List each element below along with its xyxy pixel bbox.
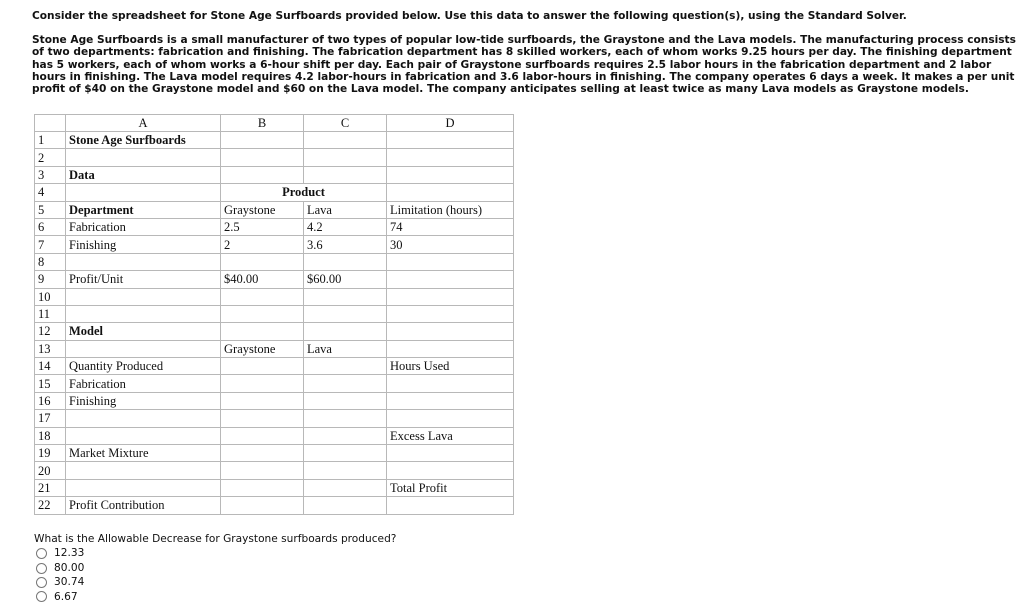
answer-option-label: 30.74	[54, 576, 85, 589]
sheet-cell: Limitation (hours)	[387, 201, 514, 218]
row-number: 3	[35, 166, 66, 183]
sheet-cell	[304, 323, 387, 340]
sheet-cell	[304, 253, 387, 270]
sheet-cell	[304, 427, 387, 444]
sheet-row	[35, 201, 514, 218]
corner-cell	[35, 115, 66, 132]
sheet-cell	[304, 288, 387, 305]
sheet-cell: 3.6	[304, 236, 387, 253]
row-number: 20	[35, 462, 66, 479]
sheet-row	[35, 218, 514, 235]
sheet-cell	[387, 410, 514, 427]
radio-button-icon[interactable]	[36, 563, 47, 574]
sheet-cell	[304, 445, 387, 462]
sheet-cell: 2	[221, 236, 304, 253]
sheet-row	[35, 288, 514, 305]
sheet-cell: Lava	[304, 201, 387, 218]
sheet-cell	[387, 166, 514, 183]
problem-statement	[32, 10, 1017, 95]
row-number: 9	[35, 271, 66, 288]
sheet-cell: Excess Lava	[387, 427, 514, 444]
sheet-cell	[387, 253, 514, 270]
sheet-cell	[66, 288, 221, 305]
radio-button-icon[interactable]	[36, 577, 47, 588]
row-number: 6	[35, 218, 66, 235]
sheet-cell	[66, 253, 221, 270]
spreadsheet	[34, 114, 514, 515]
sheet-cell	[66, 340, 221, 357]
sheet-cell	[387, 497, 514, 514]
sheet-cell	[387, 375, 514, 392]
sheet-cell: 30	[387, 236, 514, 253]
scenario-text: Stone Age Surfboards is a small manufacturer of two types of popular low-tide surfboards, the Graystone and the Lava models. The manufacturing process consists of two departments: fabrication and finishing. The fabrication department has 8 skilled workers, each of whom works 9.25 hours per day. The finishing department has 5 workers, each of whom works a 6-hour shift per day. Each pair of Graystone surfboards requires 2.5 labor hours in the fabrication department and 2 labor hours in finishing. The Lava model requires 4.2 labor-hours in fabrication and 3.6 labor-hours in finishing. The company operates 6 days a week. It makes a per unit profit of $40 on the Graystone model and $60 on the Lava model. The company anticipates selling at least twice as many Lava models as Graystone models.	[32, 34, 1016, 96]
sheet-row	[35, 375, 514, 392]
sheet-cell	[304, 375, 387, 392]
sheet-row	[35, 253, 514, 270]
product-header-cell: Product	[221, 184, 387, 201]
row-number: 2	[35, 149, 66, 166]
sheet-cell: Lava	[304, 340, 387, 357]
sheet-cell	[66, 149, 221, 166]
sheet-row	[35, 149, 514, 166]
sheet-cell	[66, 462, 221, 479]
sheet-row	[35, 166, 514, 183]
row-number: 7	[35, 236, 66, 253]
question-block	[34, 532, 396, 604]
row-number: 19	[35, 445, 66, 462]
sheet-row	[35, 462, 514, 479]
sheet-row	[35, 340, 514, 357]
sheet-cell	[221, 497, 304, 514]
sheet-cell: Profit Contribution	[66, 497, 221, 514]
sheet-cell	[221, 149, 304, 166]
sheet-row	[35, 410, 514, 427]
answer-option-label: 12.33	[54, 547, 85, 560]
sheet-cell	[304, 479, 387, 496]
sheet-cell	[304, 166, 387, 183]
row-number: 12	[35, 323, 66, 340]
row-number: 21	[35, 479, 66, 496]
sheet-cell: Data	[66, 166, 221, 183]
column-header: A	[66, 115, 221, 132]
sheet-row	[35, 427, 514, 444]
sheet-cell	[221, 323, 304, 340]
sheet-cell	[387, 271, 514, 288]
sheet-cell	[387, 288, 514, 305]
answer-option-label: 6.67	[54, 590, 78, 603]
sheet-row	[35, 392, 514, 409]
sheet-cell	[387, 392, 514, 409]
answer-option-label: 80.00	[54, 561, 85, 574]
sheet-cell: Fabrication	[66, 375, 221, 392]
sheet-cell	[221, 358, 304, 375]
sheet-cell	[66, 427, 221, 444]
sheet-cell	[221, 132, 304, 149]
sheet-cell: Stone Age Surfboards	[66, 132, 221, 149]
answer-option[interactable]	[34, 575, 396, 589]
row-number: 8	[35, 253, 66, 270]
answer-option[interactable]	[34, 590, 396, 604]
sheet-cell	[221, 462, 304, 479]
sheet-cell	[221, 288, 304, 305]
sheet-cell	[221, 253, 304, 270]
row-number: 18	[35, 427, 66, 444]
sheet-cell	[221, 410, 304, 427]
sheet-cell	[387, 305, 514, 322]
sheet-cell: Finishing	[66, 236, 221, 253]
column-header: D	[387, 115, 514, 132]
sheet-cell	[221, 166, 304, 183]
sheet-cell	[66, 305, 221, 322]
column-header: C	[304, 115, 387, 132]
sheet-cell: Finishing	[66, 392, 221, 409]
sheet-cell	[387, 340, 514, 357]
sheet-row	[35, 497, 514, 514]
sheet-row	[35, 132, 514, 149]
sheet-cell	[221, 479, 304, 496]
sheet-cell: Graystone	[221, 201, 304, 218]
row-number: 16	[35, 392, 66, 409]
sheet-cell	[387, 149, 514, 166]
sheet-cell: $40.00	[221, 271, 304, 288]
row-number: 14	[35, 358, 66, 375]
sheet-cell	[304, 149, 387, 166]
sheet-cell: Hours Used	[387, 358, 514, 375]
answer-option[interactable]	[34, 546, 396, 560]
sheet-cell	[221, 427, 304, 444]
sheet-cell: Model	[66, 323, 221, 340]
sheet-cell	[66, 479, 221, 496]
row-number: 22	[35, 497, 66, 514]
sheet-cell: Total Profit	[387, 479, 514, 496]
row-number: 10	[35, 288, 66, 305]
sheet-cell: Graystone	[221, 340, 304, 357]
row-number: 1	[35, 132, 66, 149]
sheet-cell	[387, 445, 514, 462]
sheet-row	[35, 445, 514, 462]
sheet-row	[35, 184, 514, 201]
answer-options	[34, 546, 396, 604]
sheet-cell	[66, 410, 221, 427]
column-header: B	[221, 115, 304, 132]
row-number: 11	[35, 305, 66, 322]
sheet-cell	[387, 323, 514, 340]
spreadsheet-body	[35, 115, 514, 515]
sheet-row	[35, 305, 514, 322]
row-number: 4	[35, 184, 66, 201]
sheet-row	[35, 323, 514, 340]
column-header-row	[35, 115, 514, 132]
sheet-cell	[387, 462, 514, 479]
sheet-cell: Profit/Unit	[66, 271, 221, 288]
sheet-cell: 4.2	[304, 218, 387, 235]
sheet-cell: Fabrication	[66, 218, 221, 235]
sheet-cell: 74	[387, 218, 514, 235]
sheet-cell	[221, 375, 304, 392]
sheet-cell	[304, 132, 387, 149]
sheet-cell	[387, 184, 514, 201]
sheet-cell	[221, 445, 304, 462]
sheet-row	[35, 271, 514, 288]
radio-button-icon[interactable]	[36, 591, 47, 602]
sheet-row	[35, 236, 514, 253]
sheet-cell	[221, 392, 304, 409]
row-number: 15	[35, 375, 66, 392]
question-text: What is the Allowable Decrease for Graystone surfboards produced?	[34, 533, 397, 545]
sheet-cell	[387, 132, 514, 149]
sheet-row	[35, 479, 514, 496]
sheet-cell	[304, 462, 387, 479]
sheet-row	[35, 358, 514, 375]
row-number: 17	[35, 410, 66, 427]
sheet-cell	[304, 392, 387, 409]
radio-button-icon[interactable]	[36, 548, 47, 559]
sheet-cell: Quantity Produced	[66, 358, 221, 375]
sheet-cell	[304, 305, 387, 322]
sheet-cell: Department	[66, 201, 221, 218]
sheet-cell	[304, 358, 387, 375]
sheet-cell	[66, 184, 221, 201]
sheet-cell	[221, 305, 304, 322]
sheet-cell	[304, 497, 387, 514]
sheet-cell: Market Mixture	[66, 445, 221, 462]
answer-option[interactable]	[34, 561, 396, 575]
instructions-text: Consider the spreadsheet for Stone Age Surfboards provided below. Use this data to answer the following question(s), using the Standard Solver.	[32, 10, 907, 22]
sheet-cell: 2.5	[221, 218, 304, 235]
sheet-cell: $60.00	[304, 271, 387, 288]
row-number: 13	[35, 340, 66, 357]
row-number: 5	[35, 201, 66, 218]
sheet-cell	[304, 410, 387, 427]
